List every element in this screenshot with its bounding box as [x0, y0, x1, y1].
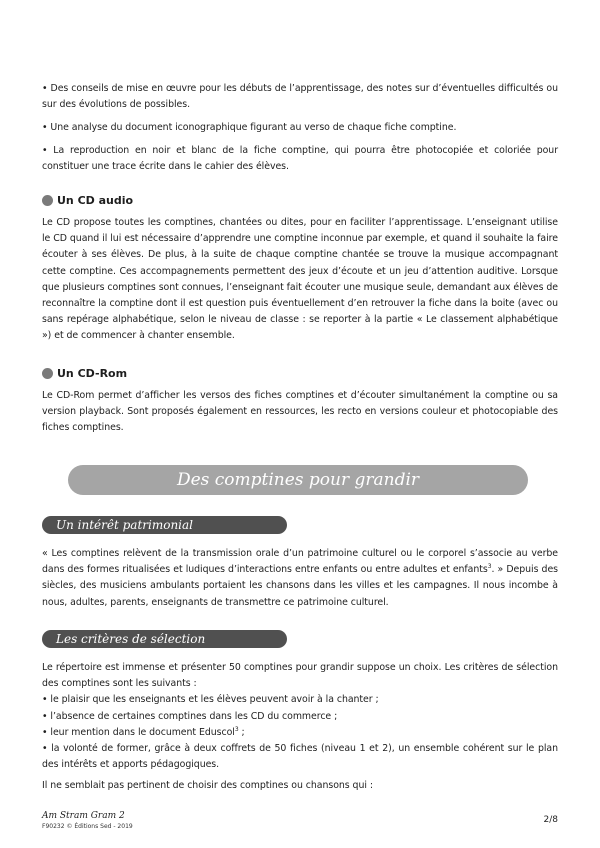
footer-copyright: F90232 © Éditions Sed - 2019: [42, 823, 133, 830]
bullet-dot-icon: [42, 368, 53, 379]
section-title-banner: Des comptines pour grandir: [68, 465, 528, 495]
heading-cd-rom-label: Un CD-Rom: [57, 367, 128, 380]
criteres-intro: Le répertoire est immense et présenter 50 comptines pour grandir suppose un choix. Les critères de sélection des comptines sont les suivants :: [42, 662, 558, 690]
cd-rom-paragraph: Le CD-Rom permet d’afficher les versos des fiches comptines et d’écouter simultanément la comptine ou sa version playback. Sont proposés également en ressources, les recto en versions couleur et photocopiable des fiches comptines.: [42, 390, 558, 434]
heading-interet-patrimonial: Un intérêt patrimonial: [42, 516, 287, 534]
criteres-closing: Il ne semblait pas pertinent de choisir des comptines ou chansons qui :: [42, 780, 373, 791]
bullet-conseils: • Des conseils de mise en œuvre pour les débuts de l’apprentissage, des notes sur d’éventuelles difficultés ou sur des évolutions de possibles.: [42, 83, 558, 111]
bullet-analyse: • Une analyse du document iconographique figurant au verso de chaque fiche comptine.: [42, 122, 457, 133]
footnote-ref: 3: [487, 563, 492, 571]
critere-eduscol: [42, 725, 558, 741]
critere-plaisir: • le plaisir que les enseignants et les élèves peuvent avoir à la chanter ;: [42, 694, 379, 705]
critere-eduscol-end: ;: [238, 727, 245, 738]
heading-cd-rom: [42, 367, 127, 380]
interet-text-end: . » Depuis des siècles, des musiciens ambulants portaient les chansons dans les villes et les campagnes. Il nous incombe à nous, adultes, parents, enseignants de transmettre ce patrimoine culturel.: [42, 564, 558, 608]
bullet-dot-icon: [42, 195, 53, 206]
footer-title: Am Stram Gram 2: [42, 811, 125, 821]
heading-cd-audio: [42, 194, 133, 207]
heading-criteres-selection: Les critères de sélection: [42, 630, 287, 648]
interet-text-start: « Les comptines relèvent de la transmission orale d’un patrimoine culturel ou le corporel s’associe au verbe dans des formes ritualisées et ludiques d’interactions entre enfants ou entre adultes et enfants: [42, 548, 558, 576]
page-number: 2/8: [543, 815, 558, 825]
cd-audio-paragraph: Le CD propose toutes les comptines, chantées ou dites, pour en faciliter l’apprentissage. L’enseignant utilise le CD quand il lui est nécessaire d’apprendre une comptine inconnue par exemple, et quand il souhaite la faire écouter à ses élèves. De plus, à la suite de chaque comptine chantée se trouve la musique accompagnant cette comptine. Ces accompagnements permettent des jeux d’écoute et un jeu d’attention auditive. Lorsque que plusieurs comptines sont connues, l’enseignant fait écouter une musique seule, demandant aux élèves de reconnaître la comptine dont il est question puis éventuellement d’en retrouver la fiche dans la boite (avec ou sans repérage alphabétique, selon le niveau de classe : se reporter à la partie « Le classement alphabétique ») et de commencer à chanter ensemble.: [42, 217, 558, 342]
footnote-ref: 3: [234, 725, 239, 733]
critere-absence: • l’absence de certaines comptines dans les CD du commerce ;: [42, 711, 338, 722]
heading-cd-audio-label: Un CD audio: [57, 194, 134, 207]
critere-eduscol-text: • leur mention dans le document Eduscol: [42, 727, 235, 738]
bullet-reproduction: • La reproduction en noir et blanc de la fiche comptine, qui pourra être photocopiée et coloriée pour constituer une trace écrite dans le cahier des élèves.: [42, 145, 558, 173]
interet-paragraph: [42, 546, 558, 611]
critere-volonte: • la volonté de former, grâce à deux coffrets de 50 fiches (niveau 1 et 2), un ensemble cohérent sur le plan des intérêts et apports pédagogiques.: [42, 743, 558, 771]
